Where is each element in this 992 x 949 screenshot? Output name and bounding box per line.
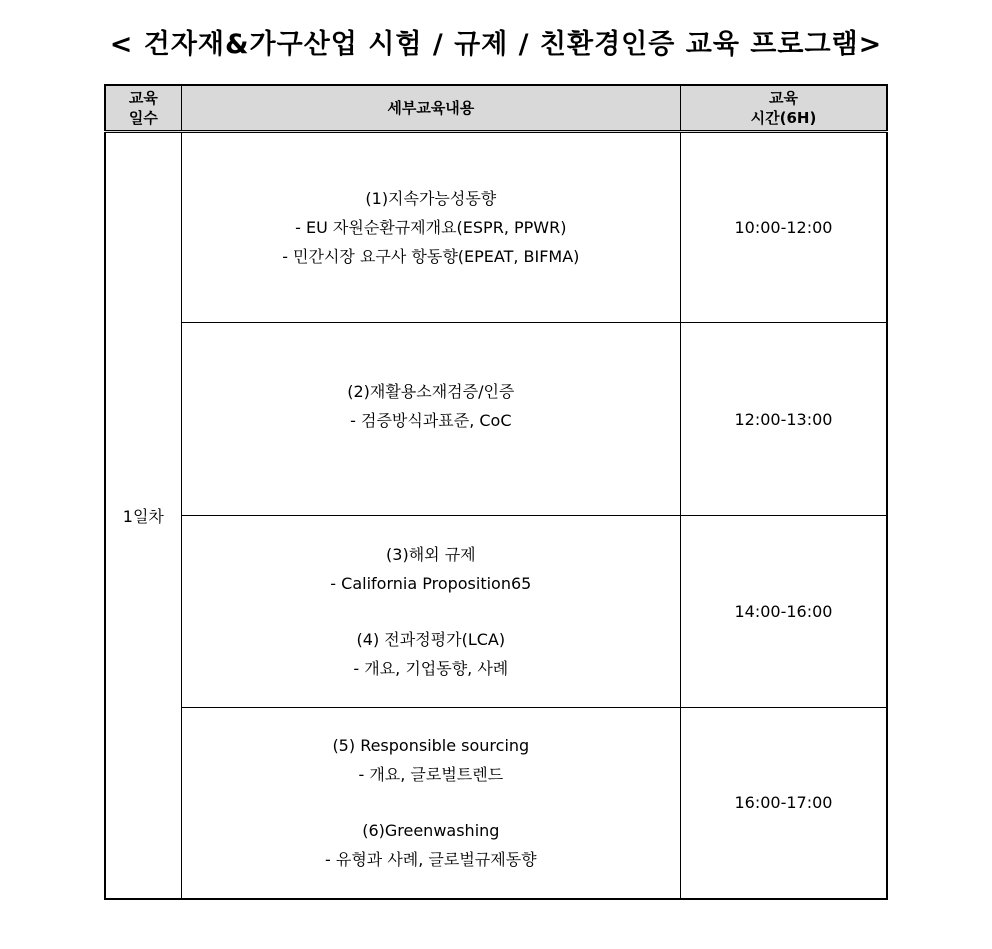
header-day-line2: 일수 — [128, 109, 158, 127]
program-table — [104, 84, 888, 900]
header-time — [680, 85, 887, 132]
session-line: (3)해외 규제 — [386, 545, 476, 564]
session-line: (5) Responsible sourcing — [332, 736, 530, 756]
header-content: 세부교육내용 — [181, 85, 680, 132]
session-time: 14:00-16:00 — [680, 516, 887, 708]
table-row — [105, 516, 887, 708]
session-content — [181, 516, 680, 708]
table-row — [105, 708, 887, 899]
page-title: < 건자재&가구산업 시험 / 규제 / 친환경인증 교육 프로그램> — [109, 29, 883, 60]
spacer — [182, 435, 680, 462]
session-content — [181, 323, 680, 516]
table-row — [105, 323, 887, 516]
session-line: - 검증방식과표준, CoC — [350, 410, 512, 430]
session-time: 16:00-17:00 — [680, 708, 887, 899]
session-line: (1)지속가능성동향 — [365, 189, 497, 208]
session-content — [181, 708, 680, 899]
session-line: - 개요, 글로벌트렌드 — [358, 765, 504, 785]
day-label: 1일차 — [105, 132, 181, 899]
session-content — [181, 132, 680, 323]
header-time-line2: 시간(6H) — [750, 109, 817, 127]
spacer — [182, 789, 680, 816]
table-row — [105, 132, 887, 323]
header-day-line1: 교육 — [128, 89, 158, 107]
session-line: - 민간시장 요구사 항동향(EPEAT, BIFMA) — [282, 247, 580, 266]
session-line: (6)Greenwashing — [362, 821, 500, 841]
session-time: 12:00-13:00 — [680, 323, 887, 516]
spacer — [182, 598, 680, 625]
header-time-line1: 교육 — [768, 89, 798, 107]
header-day — [105, 85, 181, 132]
session-line: - 개요, 기업동향, 사례 — [353, 659, 509, 678]
session-line: (4) 전과정평가(LCA) — [356, 630, 506, 649]
session-line: - 유형과 사례, 글로벌규제동향 — [325, 850, 537, 870]
session-line: - California Proposition65 — [330, 574, 532, 593]
session-time: 10:00-12:00 — [680, 132, 887, 323]
session-line: (2)재활용소재검증/인증 — [347, 381, 515, 401]
table-header-row — [105, 85, 887, 132]
session-line: - EU 자원순환규제개요(ESPR, PPWR) — [295, 218, 567, 237]
